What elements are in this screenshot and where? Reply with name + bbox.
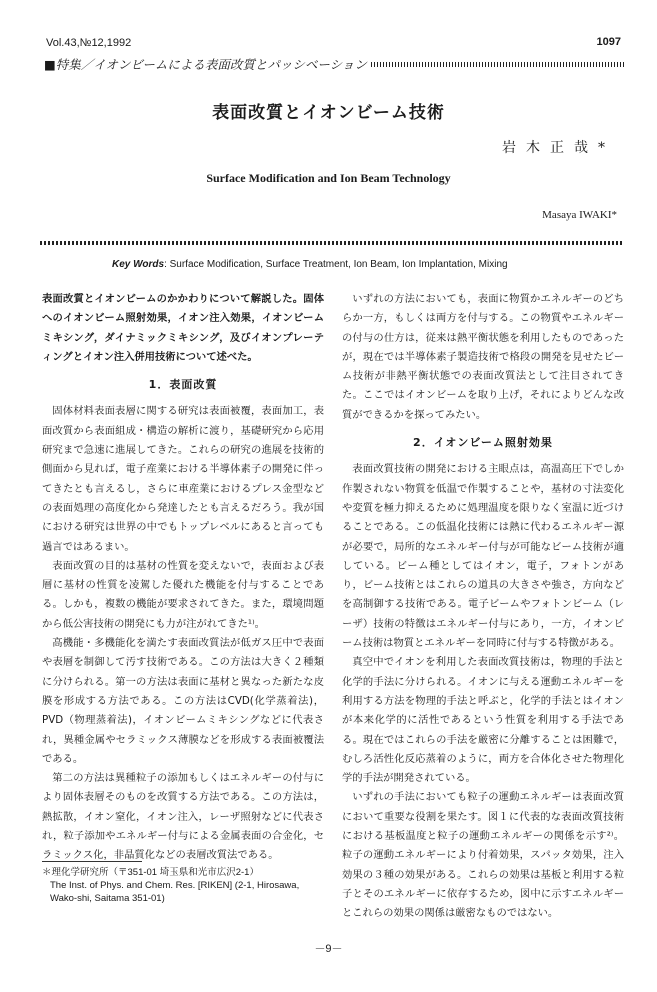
keywords-line xyxy=(112,259,508,270)
paragraph: 真空中でイオンを利用した表面改質技術は，物理的手法と化学的手法に分けられる。イオンに与える運動エネルギーを利用する方法を物理的手法と呼ぶと，化学的手法とはイオンが本来化学的に活性であるという性質を利用する手法である。現在ではこれらの手法を厳密に分離することは困難で，むしろ活性化反応蒸着のように，両方を合体化させた物理化学的手法が開発されている。 xyxy=(342,656,624,785)
banner-dotted-fill xyxy=(371,62,624,67)
special-issue-banner xyxy=(44,56,624,72)
section-1-heading: 1．表面改質 xyxy=(148,378,218,392)
paragraph: 表面改質技術の開発における主眼点は，高温高圧下でしか作製されない物質を低温で作製することや，基材の寸法変化や変質を極力抑えるために処理温度を限りなく室温に近づけることである。この低温化技術には熱に代わるエネルギー源が必要で，局所的なエネルギー付与が可能なビーム技術が適している。ビーム種としてはイオン，電子，フォトンがあり，ビーム技術とはこれらの道具の大きさや強さ，方向などを高制御する技術である。電子ビームやフォトンビーム（レーザ）技術の特徴はエネルギー付与にあり，一方，イオンビーム技術は物質とエネルギーを同時に付与する特徴がある。 xyxy=(342,463,624,650)
paragraph: いずれの方法においても，表面に物質かエネルギーのどちらか一方，もしくは両方を付与する。この物質やエネルギーの付与の仕方は，従来は熱平衡状態を利用したものであったが，現在では半導体素子製造技術で格段の開発を見せたビーム技術が非熱平衡状態での表面改質法として注目されてきた。ここではイオンビームを取り上げ，それによりどんな改質ができるかを探ってみたい。 xyxy=(342,293,624,421)
paragraph: 第二の方法は異種粒子の添加もしくはエネルギーの付与により固体表層そのものを改質する方法である。この方法は，熱拡散，イオン窒化，イオン注入，レーザ照射などに代表され，粒子添加やエネルギー付与による金属表面の合金化，セラミックス化，非晶質化などの表層改質法である。 xyxy=(42,772,324,862)
special-issue-title: ■特集／イオンビームによる表面改質とパッシベーション xyxy=(44,57,367,72)
keywords-text: : Surface Modification, Surface Treatment, Ion Beam, Ion Implantation, Mixing xyxy=(164,259,508,270)
left-column xyxy=(42,290,324,866)
paragraph: 表面改質の目的は基材の性質を変えないで，表面および表層に基材の性質を凌駕した優れた機能を付与することである。しかも，複数の機能が要求されてきた。また，環境問題から低公害技術の開発にも力が注がれてきた¹⁾。 xyxy=(42,559,324,630)
page-number: －9－ xyxy=(314,943,343,955)
abstract: 表面改質とイオンビームのかかわりについて解説した。固体へのイオンビーム照射効果，イオン注入効果，イオンビームミキシング，ダイナミックミキシング，及びイオンプレーティングとイオン注入併用技術について述べた。 xyxy=(42,293,324,363)
article-title: 表面改質とイオンビーム技術 xyxy=(212,103,445,123)
paragraph: 高機能・多機能化を満たす表面改質法が低ガス圧中で表面や表層を制御して汚す技術である。この方法は大きく２種類に分けられる。第一の方法は表面に基材と異なった新たな皮膜を形成する方法である。この方法はCVD(化学蒸着法)，PVD（物理蒸着法)，イオンビームミキシングなどに代表され，異種金属やセラミックス薄膜などを形成する表面被覆法である。 xyxy=(42,637,324,765)
affiliation-japanese: ＊理化学研究所（〒351-01 埼玉県和光市広沢2-1） xyxy=(42,867,259,878)
article-title-english: Surface Modification and Ion Beam Technology xyxy=(206,171,451,185)
paragraph: 固体材料表面表層に関する研究は表面被覆，表面加工，表面改質から表面組成・構造の解析に渡り，基礎研究から応用研究まで急速に進展してきた。これらの研究の進展を技術的側面から見れば，電子産業における半導体素子の開発に伴ってきたとも言えるし，さらに車産業におけるプレス金型などの表面処理の高度化から発達したとも言えるだろう。我が国における研究は世界の中でもトップレベルにあると言っても過言ではあるまい。 xyxy=(42,405,324,553)
author-name-japanese: 岩木正哉* xyxy=(502,140,615,156)
footnote-divider xyxy=(42,861,142,862)
author-affiliation-footnote xyxy=(42,866,327,905)
right-column xyxy=(342,290,624,924)
section-2-heading: 2．イオンビーム照射効果 xyxy=(413,436,553,450)
journal-page-number: 1097 xyxy=(596,36,621,48)
affiliation-english: The Inst. of Phys. and Chem. Res. [RIKEN] (2-1, Hirosawa, Wako-shi, Saitama 351-01) xyxy=(50,880,300,904)
keywords-label: Key Words xyxy=(112,259,165,270)
author-name-english: Masaya IWAKI* xyxy=(542,209,617,221)
header-divider xyxy=(40,241,624,245)
journal-volume: Vol.43,№12,1992 xyxy=(46,37,132,49)
paragraph: いずれの手法においても粒子の運動エネルギーは表面改質において重要な役割を果たす。図１に代表的な表面改質技術における基板温度と粒子の運動エネルギーの関係を示す²⁾。粒子の運動エネルギーにより付着効果，スパッタ効果，注入効果の３種の効果がある。これらの効果は基板と利用する粒子とそのエネルギーに依存するため，図中に示すエネルギーとこれらの効果の関係は厳密なものではない。 xyxy=(342,791,624,920)
